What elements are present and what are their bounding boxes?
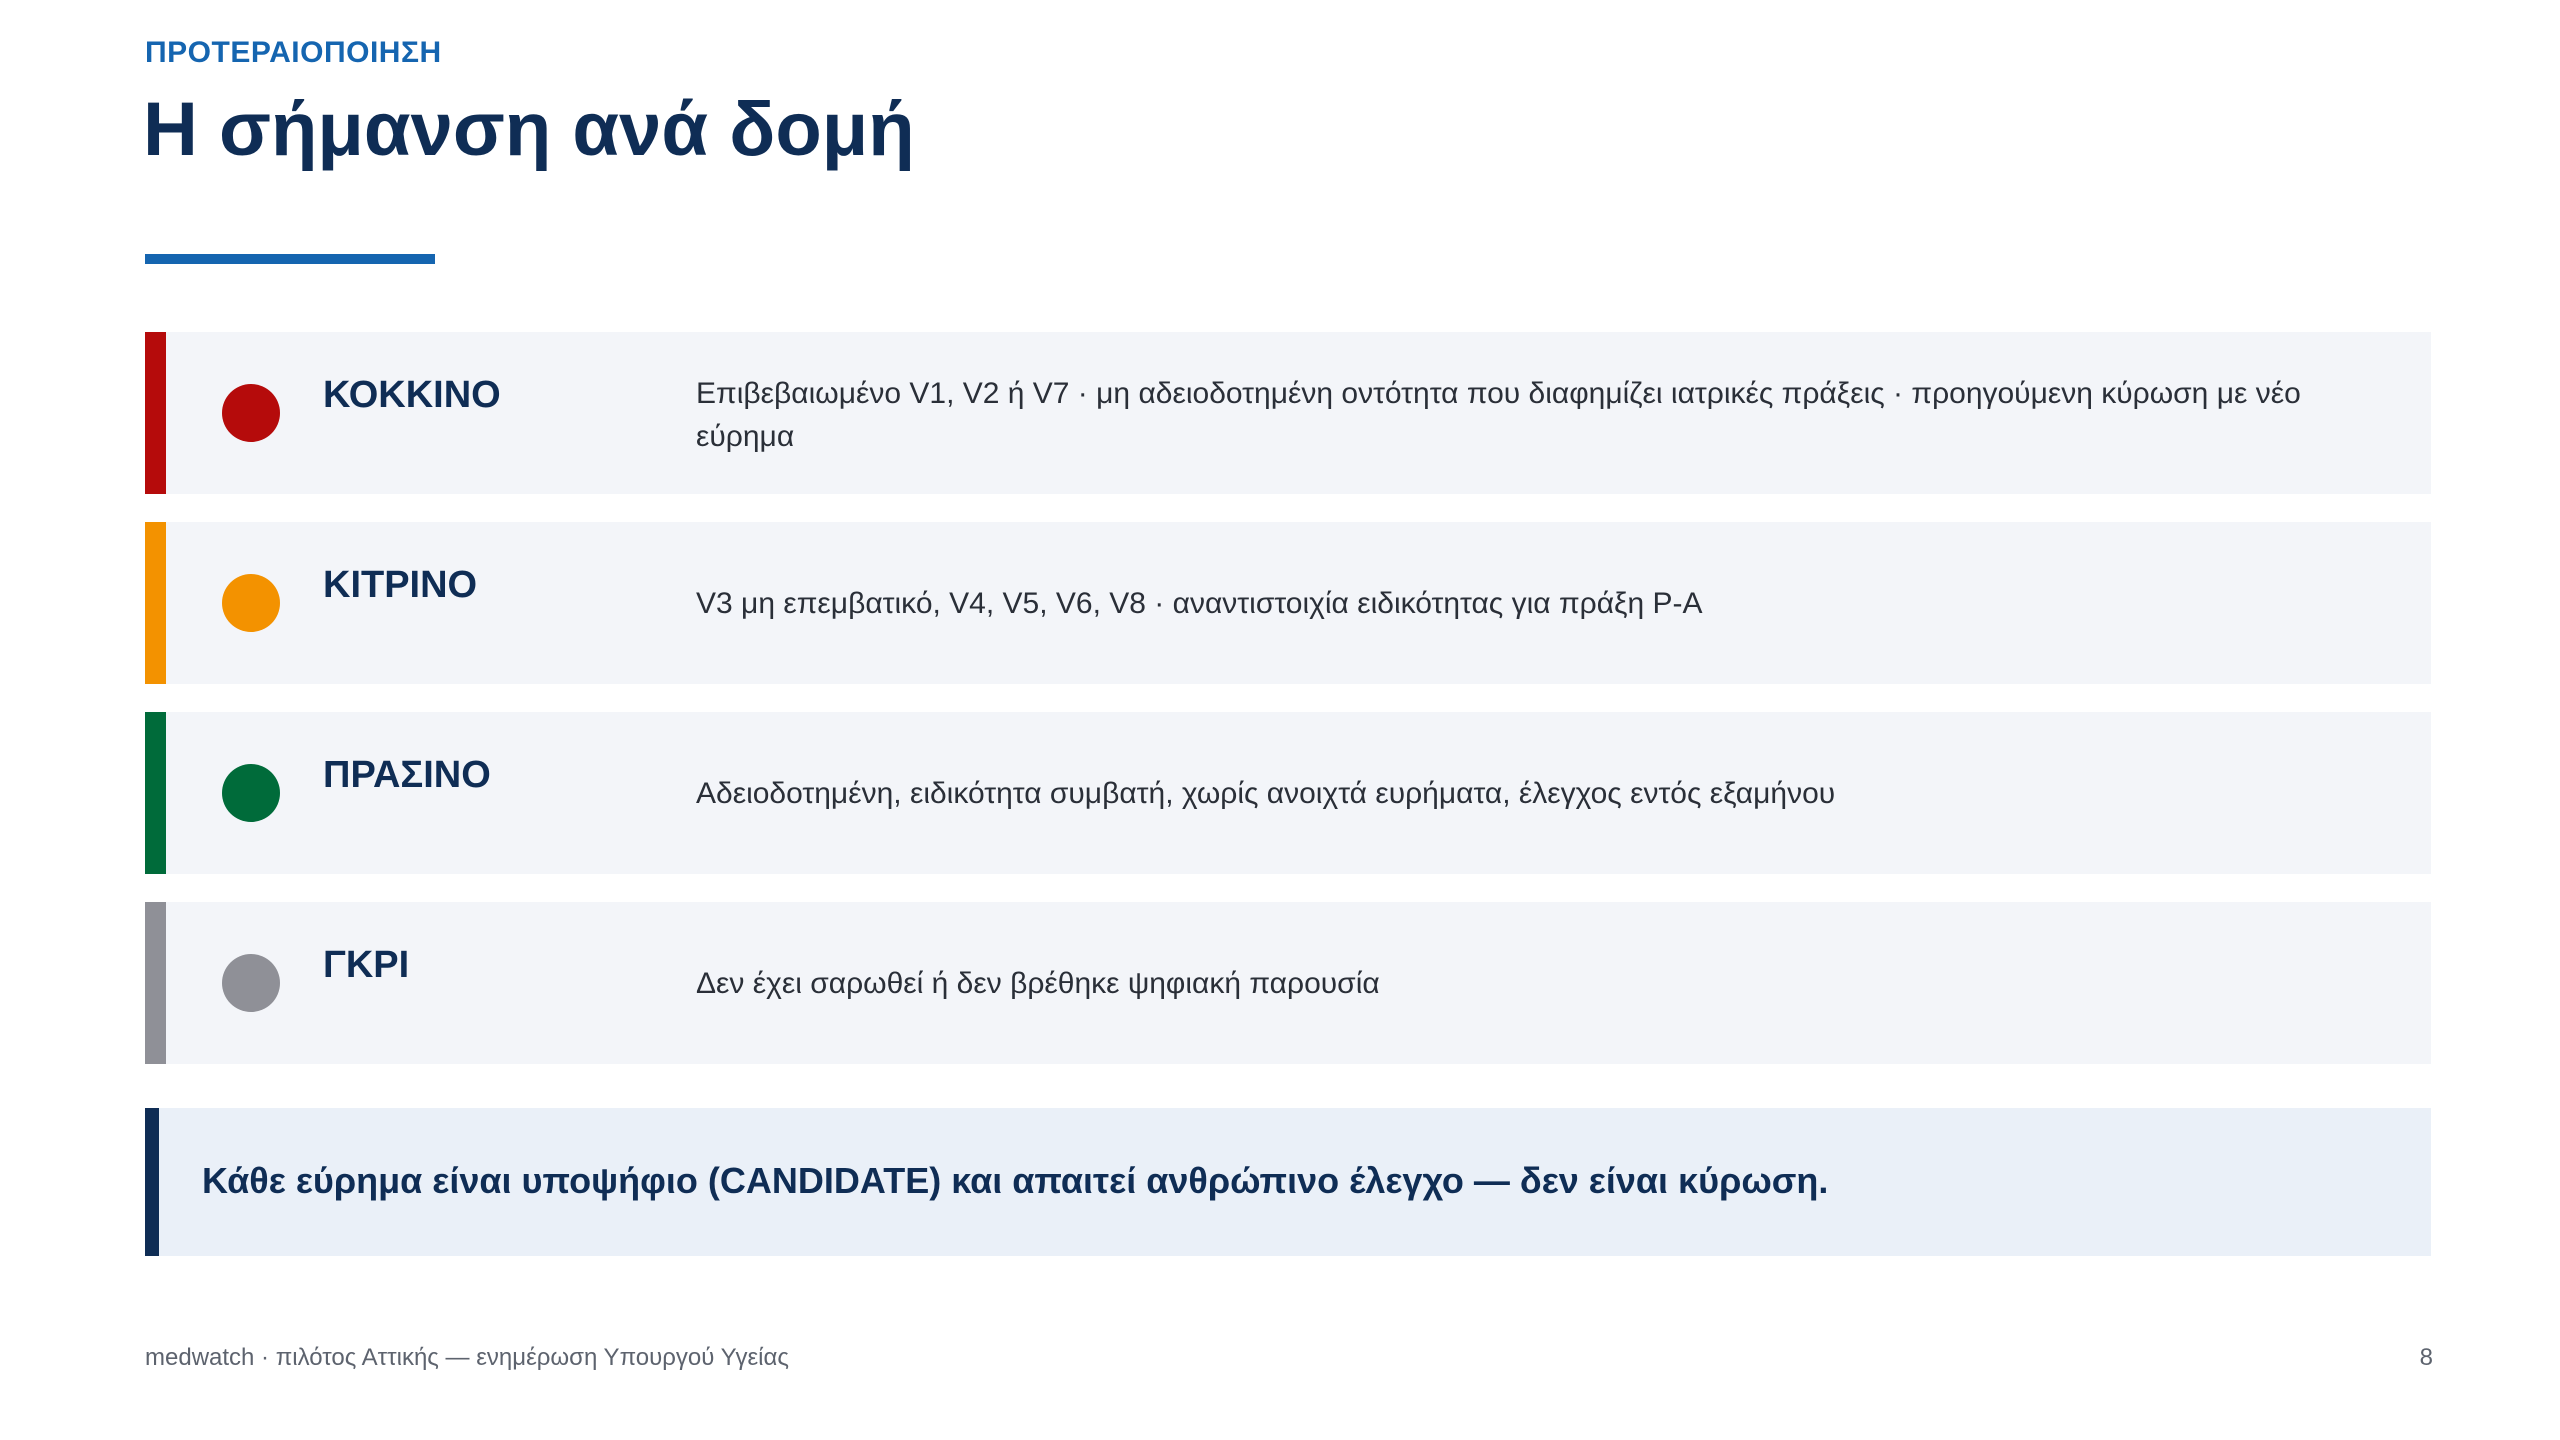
status-legend: [145, 332, 2431, 1092]
status-row-yellow: [145, 522, 2431, 684]
status-label: ΚΙΤΡΙΝΟ: [323, 564, 478, 606]
status-dot-icon: [222, 764, 280, 822]
status-dot-icon: [222, 954, 280, 1012]
status-dot-icon: [222, 384, 280, 442]
section-eyebrow: ΠΡΟΤΕΡΑΙΟΠΟΙΗΣΗ: [145, 36, 442, 69]
status-row-gray: [145, 902, 2431, 1064]
status-label: ΓΚΡΙ: [323, 944, 410, 986]
page-title: Η σήμανση ανά δομή: [143, 87, 915, 172]
callout-accent-bar: [145, 1108, 159, 1256]
status-row-green: [145, 712, 2431, 874]
status-stripe: [145, 522, 166, 684]
status-stripe: [145, 712, 166, 874]
status-label: ΠΡΑΣΙΝΟ: [323, 754, 491, 796]
disclaimer-callout: [145, 1108, 2431, 1256]
status-label: ΚΟΚΚΙΝΟ: [323, 374, 501, 416]
status-stripe: [145, 902, 166, 1064]
status-description: Αδειοδοτημένη, ειδικότητα συμβατή, χωρίς ανοιχτά ευρήματα, έλεγχος εντός εξαμήνου: [696, 777, 1836, 810]
status-description: V3 μη επεμβατικό, V4, V5, V6, V8 · αναντιστοιχία ειδικότητας για πράξη Ρ-Α: [696, 587, 1703, 620]
title-underline: [145, 254, 435, 264]
status-dot-icon: [222, 574, 280, 632]
page-number: 8: [2419, 1344, 2433, 1371]
footer-text: medwatch · πιλότος Αττικής — ενημέρωση Υπουργού Υγείας: [145, 1344, 789, 1371]
status-description: Επιβεβαιωμένο V1, V2 ή V7 · μη αδειοδοτημένη οντότητα που διαφημίζει ιατρικές πράξεις · προηγούμενη κύρωση με νέο εύρημα: [696, 377, 2301, 453]
status-description: Δεν έχει σαρωθεί ή δεν βρέθηκε ψηφιακή παρουσία: [696, 967, 1380, 1000]
status-stripe: [145, 332, 166, 494]
status-row-red: [145, 332, 2431, 494]
callout-text: Κάθε εύρημα είναι υποψήφιο (CANDIDATE) και απαιτεί ανθρώπινο έλεγχο — δεν είναι κύρωση.: [202, 1160, 1829, 1201]
